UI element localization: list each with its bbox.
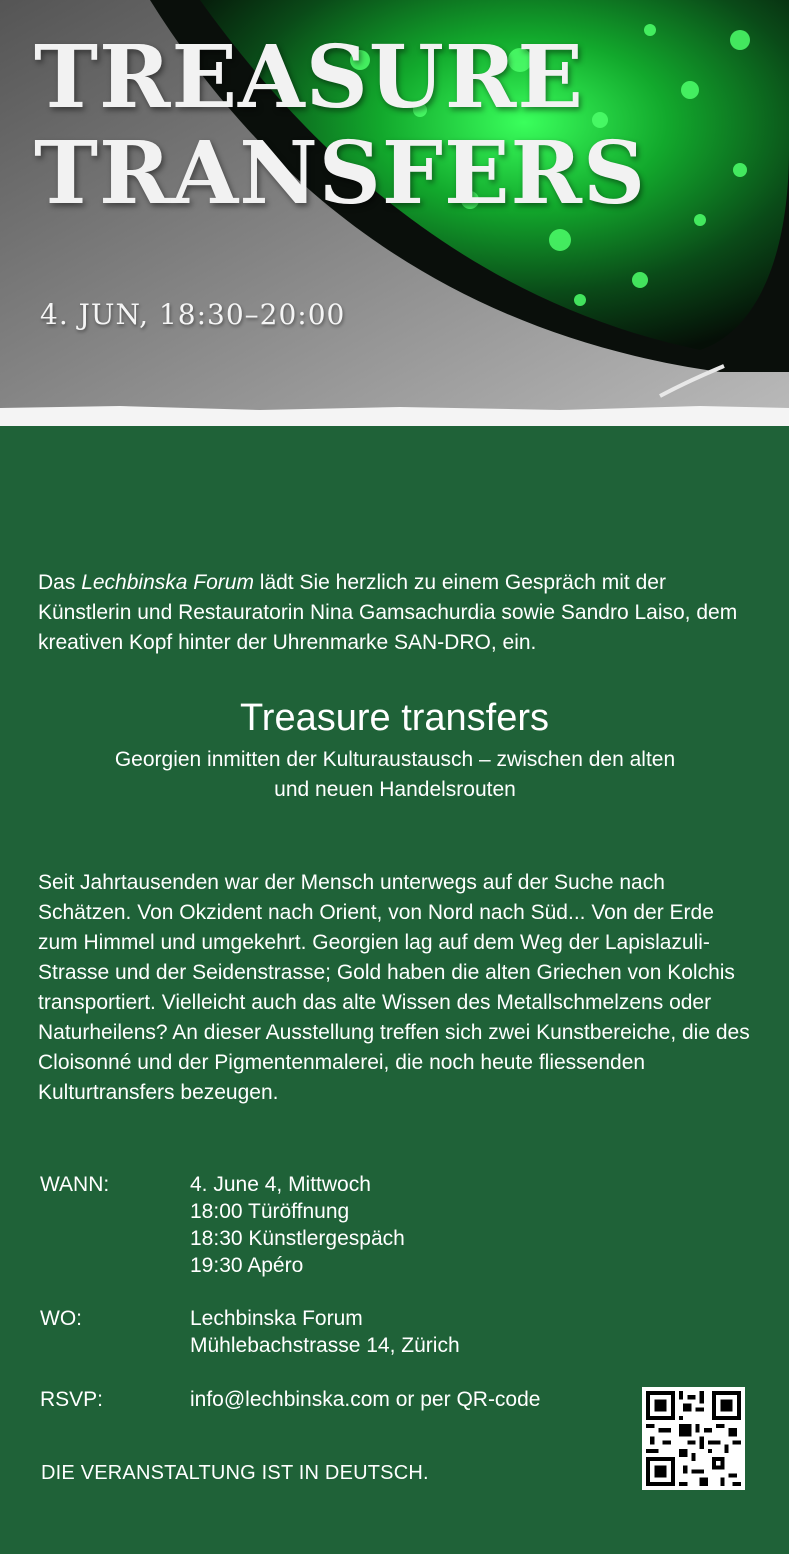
intro-prefix: Das [38, 571, 82, 594]
section-subtitle: Georgien inmitten der Kulturaustausch – zwischen den alten und neuen Handelsrouten [114, 748, 676, 801]
section-title: Treasure transfers [239, 697, 550, 739]
when-line: 4. June 4, Mittwoch [190, 1173, 371, 1196]
when-label: WANN: [40, 1173, 110, 1196]
intro-text: lädt Sie herzlich zu einem Gespräch mit der Künstlerin und Restauratorin Nina Gamsachurdia sowie Sandro Laiso, dem kreativen Kopf hinter der Uhrenmarke SAN-DRO, ein. [38, 571, 738, 654]
hero-title-line1: TREASURE [34, 27, 584, 128]
hero-title-line2: TRANSFERS [34, 123, 647, 224]
where-value [190, 1305, 460, 1359]
when-line: 18:00 Türöffnung [190, 1200, 350, 1223]
where-label: WO: [40, 1307, 82, 1330]
hero-title [34, 27, 647, 224]
torn-paper-edge [0, 404, 789, 434]
hero-banner [0, 0, 789, 430]
language-note: DIE VERANSTALTUNG IST IN DEUTSCH. [41, 1462, 429, 1484]
intro-paragraph [38, 568, 750, 658]
rsvp-value[interactable]: info@lechbinska.com or per QR-code [190, 1388, 541, 1411]
where-line: Mühlebachstrasse 14, Zürich [190, 1334, 460, 1357]
qr-code-icon[interactable] [642, 1387, 745, 1490]
rsvp-label: RSVP: [40, 1388, 104, 1411]
when-line: 19:30 Apéro [190, 1254, 304, 1277]
event-date: 4. JUN, 18:30–20:00 [40, 298, 346, 331]
where-line: Lechbinska Forum [190, 1307, 363, 1330]
description-paragraph: Seit Jahrtausenden war der Mensch unterwegs auf der Suche nach Schätzen. Von Okzident nach Orient, von Nord nach Süd... Von der Erde zum Himmel und umgekehrt. Georgien lag auf dem Weg der Lapislazuli-Strasse und der Seidenstrasse; Gold haben die alten Griechen von Kolchis transportiert. Vielleicht auch das alte Wissen des Metallschmelzens oder Naturheilens? An dieser Ausstellung treffen sich zwei Kunstbereiche, die des Cloisonné und der Pigmentenmalerei, die noch heute fliessenden Kulturtransfers bezeugen. [38, 871, 750, 1104]
when-line: 18:30 Künstlergespäch [190, 1227, 405, 1250]
forum-name: Lechbinska Forum [81, 571, 254, 594]
when-value [190, 1171, 405, 1279]
